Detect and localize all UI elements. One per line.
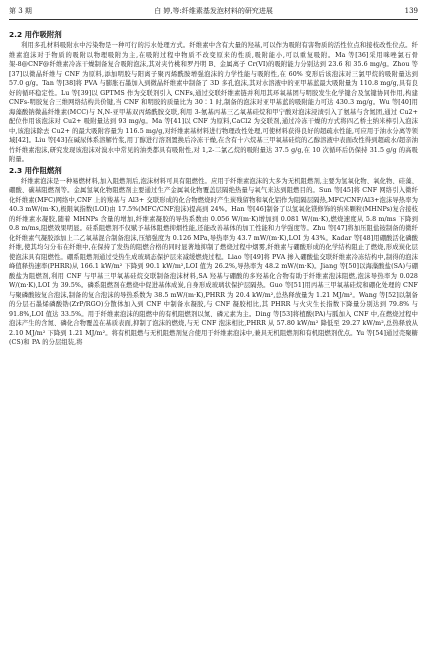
article-body bbox=[9, 30, 418, 348]
section-heading: 2.3 用作阻燃剂 bbox=[9, 165, 62, 175]
section-paragraph: 利用多孔材料吸附水中污染物是一种可行的污水处理方式。纤维素中含有大量的羟基,可以作为吸附有害物质的活性位点和接枝改性位点。纤维素泡沫对于物质的吸附以物理吸附为主,在吸附过程中物质不改变原来的性质,吸附能小,可以重复吸附。Ma 等[36]采用咪唑氯石骨架-8@CNF@纤维素冷冻干燥制备复合吸附泡沫,其对夹竹桃和罗丹明 B、金属离子 Cr(VI)的吸附能力分别达到 23.6 和 35.6 mg/g。Zhou 等[37]以微晶纤维与 CNF 为原料,添加明胶与阳离子聚丙烯酰胺增强泡沫的力学性能与吸附性,在 60% 变形后该泡沫对三氯甲烷的吸附量达到 57.0 g/g。Tan 等[38]将 PVA 与膨胀石墨加入到微晶纤维素中制备了 3D 多孔泡沫,其对水溶液中的亚甲基蓝最大吸附量为 110.8 mg/g,具有良好的循环稳定性。Lu 等[39]以 GPTMS 作为交联剂引入 CNFs,通过交联纤维素链并利用其环氧基团与明胶发生化学键合及氢键协同作用,构建 CNFs-明胶复合三维网络结构共价键,当 CNF 和明胶的质量比为 30∶1 时,制备的泡沫对亚甲基蓝的吸附能力可达 430.3 mg/g。Wu 等[40]用海藻酸钠微晶纤维素(MCC)与 N,N-亚甲基双丙烯酰胺交联,利用 3-氨基丙基三乙氧基硅烷和甲宁酸对泡沫浸渍引入了氨基与含氮团,通过 Cu2+ 配位作用该泡沫对 Cu2+ 吸附量达到 93 mg/g。Ma 等[41]以 CNF 为原料,CaCl2 为交联剂,通过冷冻干燥的方式将四乙桥土纳米棒引入泡沫中,该泡沫除去 Cu2+ 的最大吸附容量为 116.5 mg/g,对纤维素基材料进行物理改性处理,可使材料获得良好的超疏水性能,可应用于油水分离等领域[42]。Liu 等[43]在碱尿体系溶解竹浆,用丁醇进行溶剂置换后冷冻干燥,在含有十六烷基三甲氧基硅烷的乙醇溶液中表面改性得到超疏水/超亲油竹纤维素泡沫,研究发现该泡沫对溴水中常见的油类都具有吸附性,对 1,2-二氯乙烷的吸附量达 37.5 g/g,在 10 次循环后仍保持 31.5 g/g 的高吸附量。 bbox=[9, 42, 418, 163]
section-paragraph: 纤维素泡沫是一种易燃材料,加入阻燃剂后,泡沫材料可具有阻燃性。应用于纤维素泡沫的大多为无机阻燃剂,主要为氢氧化物、氧化物、硅藻、硼酸、碳基阻燃剂等。金属氢氧化物阻燃剂主要通过生产金属氧化物覆盖层隔绝热量与氧气来达到阻燃目的。Sun 等[45]将 CNF 网络引入微纤化纤维素(MFC)网络中,CNF 上的羧基与 Al3+ 交联形成的化合物燃烧时产生炭残留物和氧化铝作为阻隔层隔热,MFC/CNF/Al3+泡沫导热率为 40.3 mW/(m·K),极限氧指数(LOI)由 17.5%(MFC/CNF泡沫)提高到 24%。Han 等[46]制备了以氢氧化镁修饰的纳米颗粒(MHNPs)复合接枝的纤维素水凝胶,随着 MHNPs 含量的增加,纤维素凝胶的导热系数由 0.056 W/(m·K)增加到 0.081 W/(m·K),燃烧速度从 5.8 m/ms 下降到 0.8 m/ms,阻燃效果明显。硅系阻燃剂不仅赋予基体阻燃抑烟性能,还能改善基体的加工性能和力学强度等。Zhu 等[47]将加压阻盐铵制备的微纤化纤维素气凝胶添加上二乙氧基混合制备泡沫,压缩强度为 0.126 MPa,导热率为 43.7 mW/(m·K),LOI 为 43%。Kadar 等[48]用硼酸活化磷酸纤维,使其均匀分布在纤维中,在保持了发热的阻燃合格的同时显著地抑制了燃烧过程中烟雾,纤维素与硼酸形成的化学结构阻止了燃烧,形成炭化层使泡沫具有阻燃性。硼系阻燃剂通过受热生成玻璃态保护层来减缓燃烧过程。Liao 等[49]将 PVA 掺入硼酸盐交联纤维素冷冻结构中,制得的泡沫峰值释热速率(PHRR)从 166.1 kW/m² 下降到 90.1 kW/m²,LOI 值为 26.2%,导热率为 48.2 mW/(m·K)。Jiang 等[50]以海藻酸盐(SA)与硼酸盐为阻燃剂,利用 CNF 与甲基三甲氧基硅烷交联制备泡沫材料,SA 羟基与硼酸的多羟基化合物有助于纤维素泡沫阻燃,泡沫导热率为 0.028 W/(m·K),LOI 为 39.5%。磷系阻燃剂在燃烧中促进基体成炭,自身形成玻璃状保护层隔热。Guo 等[51]用丙基三甲氧基硅烷和硼化处理的 CNF 与聚磷酸铵复合泡沫,制备的复合泡沫的导热系数为 38.5 mW/(m·K),PHRR 为 20.4 kW/m²,总热释放量为 1.21 MJ/m²。Wang 等[52]以制备的分层石墨烯磷酸锆(ZrP/RGO)分散体加入到 CNF 中制备水凝胶,与 CNF 凝胶相比,其 PHRR 与火灾生长指数下降量分别达到 79.8% 与 91.8%,LOI 值达 33.5%。用于纤维素泡沫的阻燃中的有机阻燃剂以氮、磷元素为主。Ding 等[53]将植酸(PA)与胍加入 CNF 中,在燃烧过程中泡沫产生的含氮、磷化合物覆盖在基质表面,抑制了泡沫的燃烧,与无 CNF 泡沫相比,PHRR 从 57.80 kW/m² 降低至 29.27 kW/m²,总热释放从 2.10 MJ/m² 下降到 1.21 MJ/m²。将有机阻燃与无机阻燃剂复合使用于纤维素泡沫中,兼具无机阻燃剂和有机阻燃剂优点。Yu 等[54]通过壳聚糖(CS)和 PA 的分层组装,将 bbox=[9, 177, 418, 346]
page-number: 139 bbox=[404, 7, 418, 15]
running-title: 白 婷,等:纤维素基发泡材料的研究进展 bbox=[154, 7, 273, 15]
page-header bbox=[9, 4, 418, 20]
section-heading: 2.2 用作吸附剂 bbox=[9, 30, 62, 39]
section-adsorbent bbox=[9, 30, 418, 165]
section-flame-retardant bbox=[9, 166, 418, 348]
issue-number: 第 3 期 bbox=[9, 7, 32, 15]
